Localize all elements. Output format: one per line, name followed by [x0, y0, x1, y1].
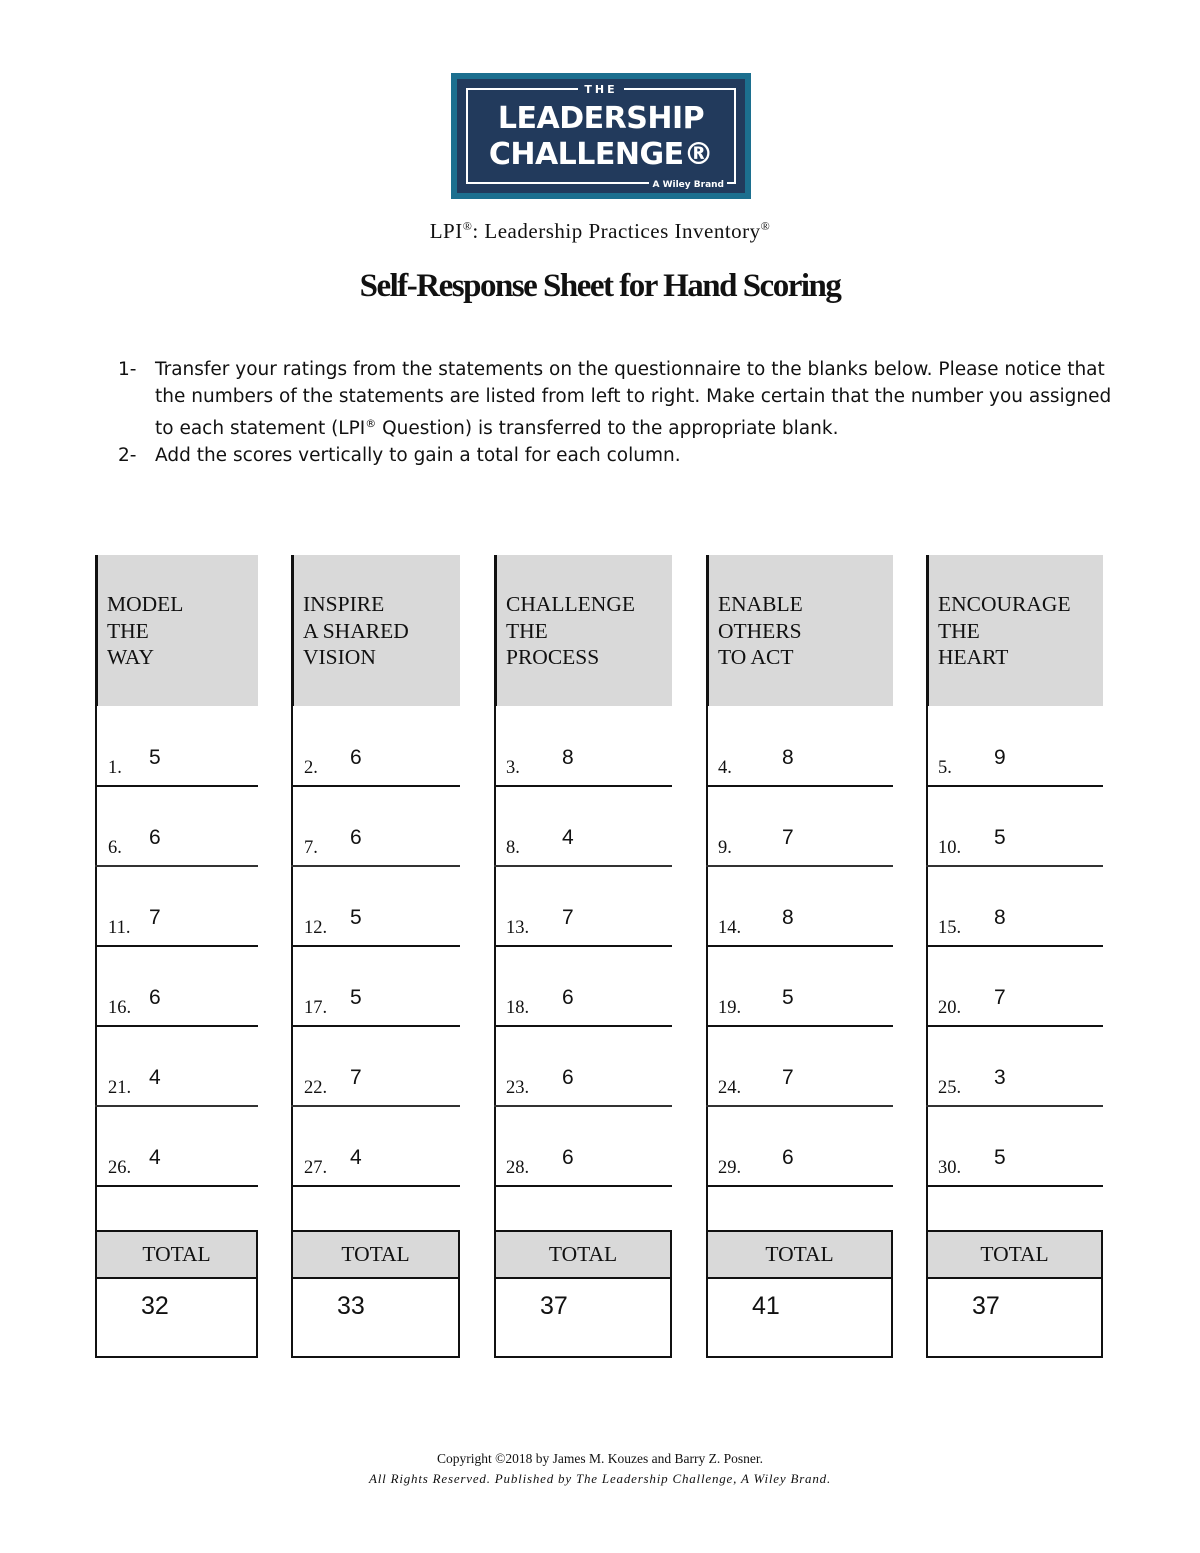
question-number: 25.	[938, 1078, 962, 1098]
total-box	[291, 1230, 460, 1358]
column-header	[494, 555, 672, 706]
leadership-challenge-logo	[451, 73, 751, 199]
total-label: TOTAL	[496, 1232, 670, 1279]
total-label: TOTAL	[97, 1232, 256, 1279]
score-value[interactable]: 7	[350, 1066, 362, 1089]
question-number: 8.	[506, 838, 520, 858]
score-value[interactable]: 8	[782, 746, 794, 769]
score-column	[95, 555, 258, 1358]
score-value[interactable]: 7	[782, 826, 794, 849]
total-label: TOTAL	[293, 1232, 458, 1279]
question-number: 2.	[304, 758, 318, 778]
column-heading: INSPIRE A SHARED VISION	[303, 592, 409, 669]
score-value[interactable]: 4	[149, 1066, 161, 1089]
score-value[interactable]: 6	[149, 986, 161, 1009]
score-value[interactable]: 6	[562, 1146, 574, 1169]
score-value[interactable]: 6	[149, 826, 161, 849]
score-value[interactable]: 5	[149, 746, 161, 769]
score-value[interactable]: 8	[782, 906, 794, 929]
question-number: 26.	[108, 1158, 132, 1178]
question-number: 7.	[304, 838, 318, 858]
score-value[interactable]: 8	[562, 746, 574, 769]
question-number: 20.	[938, 998, 962, 1018]
question-number: 4.	[718, 758, 732, 778]
question-number: 5.	[938, 758, 952, 778]
score-value[interactable]: 6	[782, 1146, 794, 1169]
instruction-1: 1- Transfer your ratings from the statements on the questionnaire to the blanks below. Please notice that the numbers of the statements are listed from left to right. Make certain that the number you assigned to each statement (LPI® Question) is transferred to the appropriate blank.	[118, 359, 1112, 440]
score-column	[706, 555, 893, 1358]
score-value[interactable]: 8	[994, 906, 1006, 929]
instructions	[118, 356, 1118, 469]
column-heading: MODEL THE WAY	[107, 592, 184, 669]
question-number: 21.	[108, 1078, 132, 1098]
question-number: 16.	[108, 998, 132, 1018]
column-heading: CHALLENGE THE PROCESS	[506, 592, 635, 669]
score-value[interactable]: 7	[994, 986, 1006, 1009]
total-label: TOTAL	[708, 1232, 891, 1279]
total-value[interactable]: 33	[337, 1292, 365, 1320]
question-number: 13.	[506, 918, 530, 938]
score-value[interactable]: 7	[149, 906, 161, 929]
column-header	[706, 555, 893, 706]
total-box	[926, 1230, 1103, 1358]
score-value[interactable]: 3	[994, 1066, 1006, 1089]
score-column	[291, 555, 460, 1358]
subtitle: LPI®: Leadership Practices Inventory®	[429, 219, 771, 243]
score-value[interactable]: 6	[562, 1066, 574, 1089]
score-value[interactable]: 9	[994, 746, 1006, 769]
question-number: 30.	[938, 1158, 962, 1178]
question-number: 27.	[304, 1158, 328, 1178]
question-number: 9.	[718, 838, 732, 858]
logo-the-text: THE	[578, 83, 623, 96]
instruction-2: 2- Add the scores vertically to gain a total for each column.	[118, 445, 681, 467]
question-number: 28.	[506, 1158, 530, 1178]
score-value[interactable]: 5	[994, 1146, 1006, 1169]
question-number: 6.	[108, 838, 122, 858]
question-number: 15.	[938, 918, 962, 938]
score-column	[926, 555, 1103, 1358]
column-heading: ENABLE OTHERS TO ACT	[718, 592, 803, 669]
score-value[interactable]: 5	[350, 906, 362, 929]
question-number: 18.	[506, 998, 530, 1018]
question-number: 17.	[304, 998, 328, 1018]
column-heading: ENCOURAGE THE HEART	[938, 592, 1071, 669]
logo-line1: LEADERSHIP	[497, 101, 705, 136]
question-number: 3.	[506, 758, 520, 778]
score-value[interactable]: 7	[562, 906, 574, 929]
total-label: TOTAL	[928, 1232, 1101, 1279]
total-value[interactable]: 37	[540, 1292, 568, 1320]
question-number: 23.	[506, 1078, 530, 1098]
question-number: 11.	[108, 918, 131, 938]
footer	[0, 1449, 1200, 1489]
column-header	[95, 555, 258, 706]
total-box	[494, 1230, 672, 1358]
column-header	[926, 555, 1103, 706]
score-value[interactable]: 7	[782, 1066, 794, 1089]
total-value[interactable]: 41	[752, 1292, 780, 1320]
column-header	[291, 555, 460, 706]
score-value[interactable]: 5	[350, 986, 362, 1009]
total-box	[95, 1230, 258, 1358]
question-number: 10.	[938, 838, 962, 858]
question-number: 29.	[718, 1158, 742, 1178]
question-number: 24.	[718, 1078, 742, 1098]
score-value[interactable]: 4	[562, 826, 574, 849]
score-value[interactable]: 6	[350, 826, 362, 849]
rights-notice: All Rights Reserved. Published by The Leadership Challenge, A Wiley Brand.	[368, 1471, 832, 1486]
copyright: Copyright ©2018 by James M. Kouzes and Barry Z. Posner.	[437, 1451, 763, 1466]
question-number: 1.	[108, 758, 122, 778]
question-number: 19.	[718, 998, 742, 1018]
total-value[interactable]: 32	[141, 1292, 169, 1320]
score-column	[494, 555, 672, 1358]
score-value[interactable]: 5	[782, 986, 794, 1009]
logo-line2: CHALLENGE®	[488, 137, 714, 172]
score-value[interactable]: 4	[149, 1146, 161, 1169]
score-value[interactable]: 6	[562, 986, 574, 1009]
page-title: Self-Response Sheet for Hand Scoring	[359, 268, 841, 304]
logo-brand: A Wiley Brand	[649, 180, 727, 190]
total-box	[706, 1230, 893, 1358]
total-value[interactable]: 37	[972, 1292, 1000, 1320]
score-value[interactable]: 5	[994, 826, 1006, 849]
score-value[interactable]: 4	[350, 1146, 362, 1169]
question-number: 12.	[304, 918, 328, 938]
question-number: 22.	[304, 1078, 328, 1098]
score-value[interactable]: 6	[350, 746, 362, 769]
question-number: 14.	[718, 918, 742, 938]
